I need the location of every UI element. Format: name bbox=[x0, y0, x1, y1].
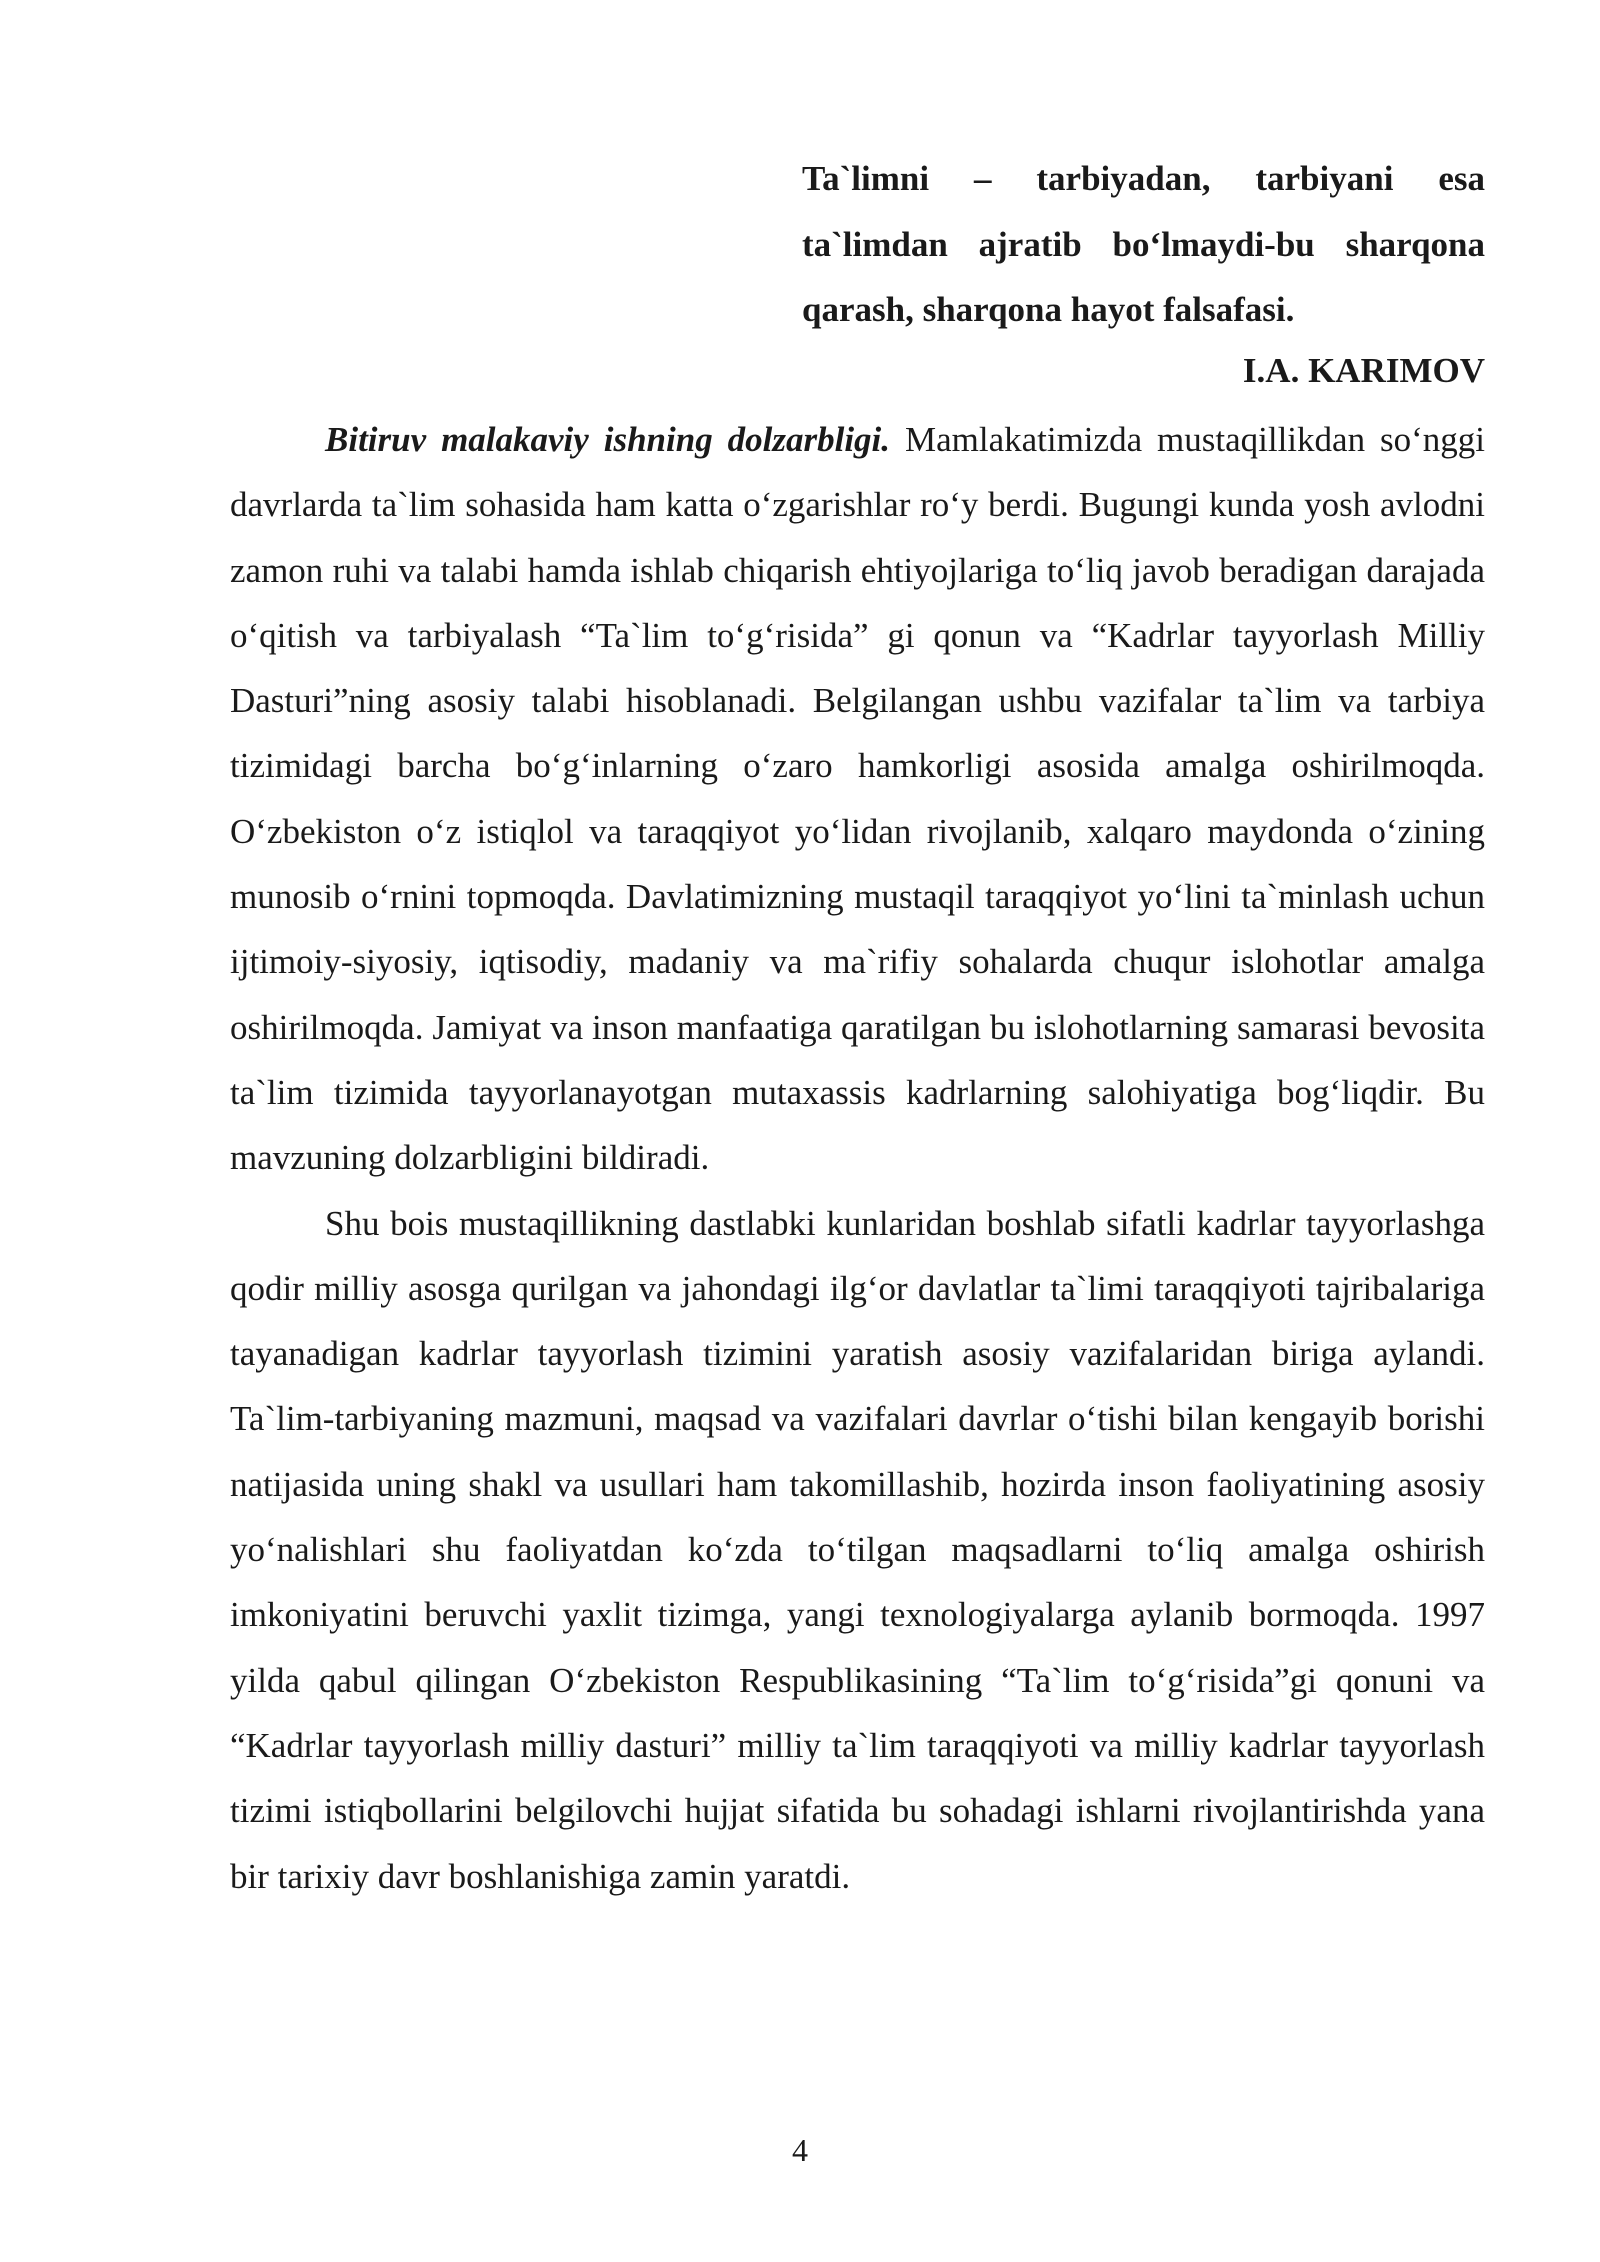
paragraph-context bbox=[230, 1191, 1485, 1909]
page-number: 4 bbox=[792, 2132, 808, 2168]
body-text bbox=[230, 407, 1485, 1909]
paragraph-lead-heading: Bitiruv malakaviy ishning dolzarbligi. bbox=[325, 420, 891, 459]
paragraph-relevance bbox=[230, 407, 1485, 1191]
paragraph-text: Shu bois mustaqillikning dastlabki kunlaridan boshlab sifatli kadrlar tayyorlashga qodir milliy asosga qurilgan va jahondagi ilg‘or davlatlar ta`limi taraqqiyoti tajribalariga tayanadigan kadrlar tayyorlash tizimini yaratish asosiy vazifalaridan biriga aylandi. Ta`lim-tarbiyaning mazmuni, maqsad va vazifalari davrlar o‘tishi bilan kengayib borishi natijasida uning shakl va usullari ham takomillashib, hozirda inson faoliyatining asosiy yo‘nalishlari shu faoliyatdan ko‘zda to‘tilgan maqsadlarni to‘liq amalga oshirish imkoniyatini beruvchi yaxlit tizimga, yangi texnologiyalarga aylanib bormoqda. 1997 yilda qabul qilingan O‘zbekiston Respublikasining “Ta`lim to‘g‘risida”gi qonuni va “Kadrlar tayyorlash milliy dasturi” milliy ta`lim taraqqiyoti va milliy kadrlar tayyorlash tizimi istiqbollarini belgilovchi hujjat sifatida bu sohadagi ishlarni rivojlantirishda yana bir tarixiy davr boshlanishiga zamin yaratdi. bbox=[230, 1203, 1485, 1896]
paragraph-text: Mamlakatimizda mustaqillikdan so‘nggi davrlarda ta`lim sohasida ham katta o‘zgarishlar ro‘y berdi. Bugungi kunda yosh avlodni zamon ruhi va talabi hamda ishlab chiqarish ehtiyojlariga to‘liq javob beradigan darajada o‘qitish va tarbiyalash “Ta`lim to‘g‘risida” gi qonun va “Kadrlar tayyorlash Milliy Dasturi”ning asosiy talabi hisoblanadi. Belgilangan ushbu vazifalar ta`lim va tarbiya tizimidagi barcha bo‘g‘inlarning o‘zaro hamkorligi asosida amalga oshirilmoqda. O‘zbekiston o‘z istiqlol va taraqqiyot yo‘lidan rivojlanib, xalqaro maydonda o‘zining munosib o‘rnini topmoqda. Davlatimizning mustaqil taraqqiyot yo‘lini ta`minlash uchun ijtimoiy-siyosiy, iqtisodiy, madaniy va ma`rifiy sohalarda chuqur islohotlar amalga oshirilmoqda. Jamiyat va inson manfaatiga qaratilgan bu islohotlarning samarasi bevosita ta`lim tizimida tayyorlanayotgan mutaxassis kadrlarning salohiyatiga bog‘liqdir. Bu mavzuning dolzarbligini bildiradi. bbox=[230, 420, 1485, 1178]
epigraph-quote: Ta`limni – tarbiyadan, tarbiyani esa ta`limdan ajratib bo‘lmaydi-bu sharqona qarash, sharqona hayot falsafasi. bbox=[802, 159, 1485, 329]
epigraph-author: I.A. KARIMOV bbox=[1242, 351, 1485, 390]
